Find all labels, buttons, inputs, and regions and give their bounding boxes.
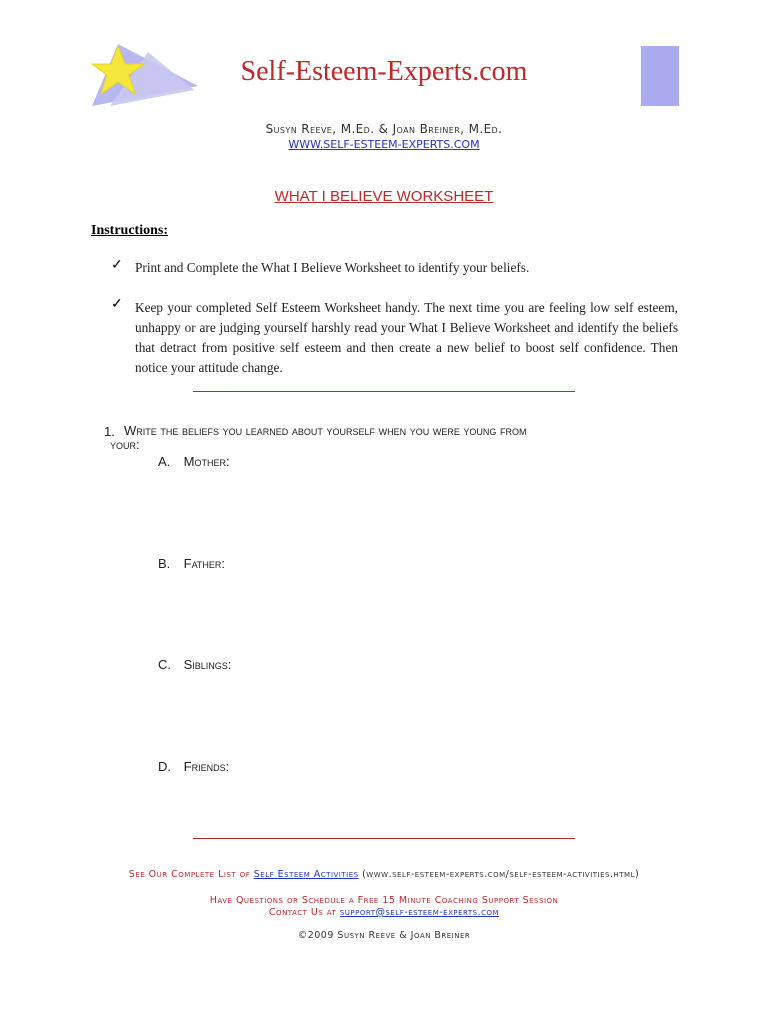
item-label: Father: [183,556,226,571]
footer-text: Contact Us at [268,907,340,918]
checkmark-icon: ✓ [111,297,123,312]
footer-contact-line [0,907,768,918]
footer-questions-line: Have Questions or Schedule a Free 15 Minute Coaching Support Session [209,895,559,906]
footer-text: (www.self-esteem-experts.com/self-esteem-activities.html) [358,869,640,880]
footer-text: See Our Complete List of [128,869,254,880]
checkmark-icon: ✓ [111,258,123,273]
question-item-siblings [158,657,231,672]
item-letter: A. [158,454,171,469]
support-email-link[interactable]: support@self-esteem-experts.com [339,907,500,918]
site-title: Self-Esteem-Experts.com [240,56,528,87]
authors-line: Susyn Reeve, M.Ed. & Joan Breiner, M.Ed. [265,122,503,136]
question-text-line: your: [110,437,140,452]
item-letter: D. [158,759,171,774]
item-label: Siblings: [183,657,232,672]
item-label: Mother: [183,454,230,469]
site-url [0,138,768,151]
divider [193,838,575,839]
item-letter: C. [158,657,171,672]
item-letter: B. [158,556,171,571]
question-item-friends [158,759,229,774]
question-item-father [158,556,225,571]
question-item-mother [158,454,230,469]
question-text-line: Write the beliefs you learned about yourself when you were young from [124,423,527,438]
question-number: 1. [104,424,115,439]
instruction-item: Keep your completed Self Esteem Worksheet handy. The next time you are feeling low self esteem, unhappy or are judging yourself harshly read your What I Believe Worksheet and identify the beliefs that detract from positive self esteem and then create a new belief to boost self confidence. Then notice your attitude change. [135,300,678,375]
divider [193,391,575,392]
footer-activities-line [0,869,768,880]
instructions-heading: Instructions: [91,223,169,238]
activities-link[interactable]: Self Esteem Activities [253,869,359,880]
copyright: ©2009 Susyn Reeve & Joan Breiner [297,930,471,941]
site-url-link[interactable]: WWW.SELF-ESTEEM-EXPERTS.COM [288,138,480,151]
worksheet-title: WHAT I BELIEVE WORKSHEET [274,188,494,205]
item-label: Friends: [183,759,230,774]
question-text [110,423,684,452]
instruction-item: Print and Complete the What I Believe Worksheet to identify your beliefs. [135,260,530,275]
